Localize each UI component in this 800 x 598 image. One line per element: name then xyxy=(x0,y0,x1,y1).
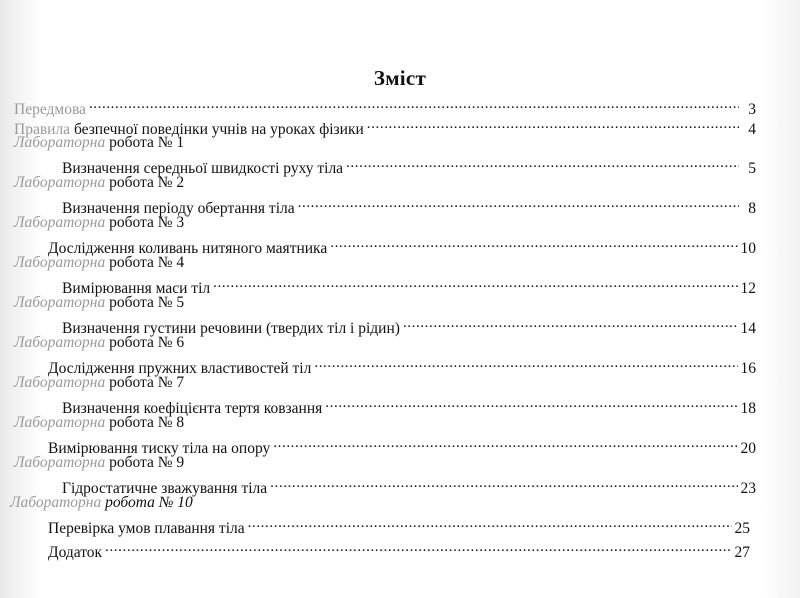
toc-entry-lab-2[interactable] xyxy=(62,193,756,217)
toc-entry-label: Вимірювання тиску тіла на опору xyxy=(48,440,271,457)
toc-page-number: 4 xyxy=(748,121,756,138)
toc-entry-preface[interactable] xyxy=(14,94,756,118)
toc-heading-faded: Лабораторна xyxy=(14,174,106,191)
toc-heading-label: робота № 7 xyxy=(105,374,185,391)
toc-heading-lab-1 xyxy=(14,133,184,153)
toc-heading-faded: Лабораторна xyxy=(14,414,106,431)
toc-entry-lab-3[interactable] xyxy=(48,233,756,257)
toc-heading-faded: Лабораторна xyxy=(14,334,106,351)
toc-entry-label: безпечної поведінки учнів на уроках фізики xyxy=(70,121,364,138)
toc-heading-label: робота № 3 xyxy=(105,214,185,231)
toc-heading-faded: Лабораторна xyxy=(10,494,102,511)
toc-page-number: 5 xyxy=(748,160,756,177)
toc-page-number: 16 xyxy=(740,360,756,377)
toc-heading-label: робота № 9 xyxy=(105,454,185,471)
toc-entry-safety-rules[interactable] xyxy=(14,114,756,138)
toc-leader-dots xyxy=(346,153,739,173)
toc-heading-lab-2 xyxy=(14,173,184,193)
toc-entry-label: Гідростатичне зважування тіла xyxy=(62,480,268,497)
toc-heading-lab-9 xyxy=(14,453,184,473)
toc-page-number: 8 xyxy=(748,200,756,217)
toc-heading-lab-5 xyxy=(14,293,184,313)
toc-page-number: 14 xyxy=(740,320,756,337)
toc-heading-label: робота № 2 xyxy=(105,174,185,191)
toc-leader-dots xyxy=(248,513,732,533)
toc-heading-label: робота № 1 xyxy=(105,134,185,151)
toc-heading-lab-7 xyxy=(14,373,184,393)
toc-page-number: 10 xyxy=(740,240,756,257)
toc-heading-faded: Лабораторна xyxy=(14,374,106,391)
toc-entry-lab-10[interactable] xyxy=(48,513,750,537)
toc-heading-label: робота № 10 xyxy=(101,494,193,511)
toc-entry-lab-6[interactable] xyxy=(48,353,756,377)
toc-entry-lab-7[interactable] xyxy=(62,393,756,417)
toc-entry-lab-8[interactable] xyxy=(48,433,756,457)
toc-entry-lab-4[interactable] xyxy=(62,273,756,297)
toc-entry-label: Перевірка умов плавання тіла xyxy=(48,520,245,537)
toc-heading-lab-6 xyxy=(14,333,184,353)
toc-leader-dots xyxy=(273,433,737,453)
toc-heading-faded: Лабораторна xyxy=(14,214,106,231)
toc-entry-appendix[interactable] xyxy=(48,537,750,561)
toc-entry-label: Визначення густини речовини (твердих тіл і рідин) xyxy=(62,320,400,337)
toc-leader-dots xyxy=(403,313,738,333)
toc-leader-dots xyxy=(325,393,737,413)
toc-page-number: 18 xyxy=(740,400,756,417)
toc-leader-dots xyxy=(213,273,737,293)
toc-heading-faded: Лабораторна xyxy=(14,454,106,471)
toc-page-number: 27 xyxy=(734,544,750,561)
toc-leader-dots xyxy=(314,353,737,373)
toc-heading-faded: Лабораторна xyxy=(14,294,106,311)
toc-heading-lab-4 xyxy=(14,253,184,273)
toc-page-number: 12 xyxy=(740,280,756,297)
toc-heading-lab-8 xyxy=(14,413,184,433)
toc-heading-label: робота № 4 xyxy=(105,254,185,271)
toc-page-number: 25 xyxy=(734,520,750,537)
toc-entry-label: Вимірювання маси тіл xyxy=(62,280,211,297)
page-title: Зміст xyxy=(373,66,427,90)
toc-leader-dots xyxy=(105,537,731,557)
toc-leader-dots xyxy=(89,94,739,114)
toc-heading-label: робота № 5 xyxy=(105,294,185,311)
toc-heading-faded: Лабораторна xyxy=(14,254,106,271)
toc-entry-lab-5[interactable] xyxy=(62,313,756,337)
toc-entry-label: Визначення коефіцієнта тертя ковзання xyxy=(62,400,323,417)
toc-page-number: 3 xyxy=(748,101,756,118)
toc-entry-label: Визначення середньої швидкості руху тіла xyxy=(62,160,344,177)
toc-heading-lab-10 xyxy=(10,493,193,513)
toc-entry-label: Визначення періоду обертання тіла xyxy=(62,200,295,217)
toc-leader-dots xyxy=(270,473,737,493)
toc-leader-dots xyxy=(367,114,739,134)
toc-entry-label: Додаток xyxy=(48,544,103,561)
toc-leader-dots xyxy=(298,193,739,213)
toc-entry-lab-1[interactable] xyxy=(62,153,756,177)
toc-page-number: 23 xyxy=(740,480,756,497)
toc-heading-lab-3 xyxy=(14,213,184,233)
toc-entry-label-faded: Передмова xyxy=(14,101,86,118)
toc-entry-label-faded: Правила xyxy=(14,121,71,138)
toc-entry-label: Дослідження пружних властивостей тіл xyxy=(48,360,312,377)
toc-entry-lab-9[interactable] xyxy=(62,473,756,497)
toc-heading-label: робота № 8 xyxy=(105,414,185,431)
toc-leader-dots xyxy=(330,233,737,253)
toc-heading-faded: Лабораторна xyxy=(14,134,106,151)
toc-heading-label: робота № 6 xyxy=(105,334,185,351)
toc-page-number: 20 xyxy=(740,440,756,457)
toc-entry-label: Дослідження коливань нитяного маятника xyxy=(48,240,328,257)
